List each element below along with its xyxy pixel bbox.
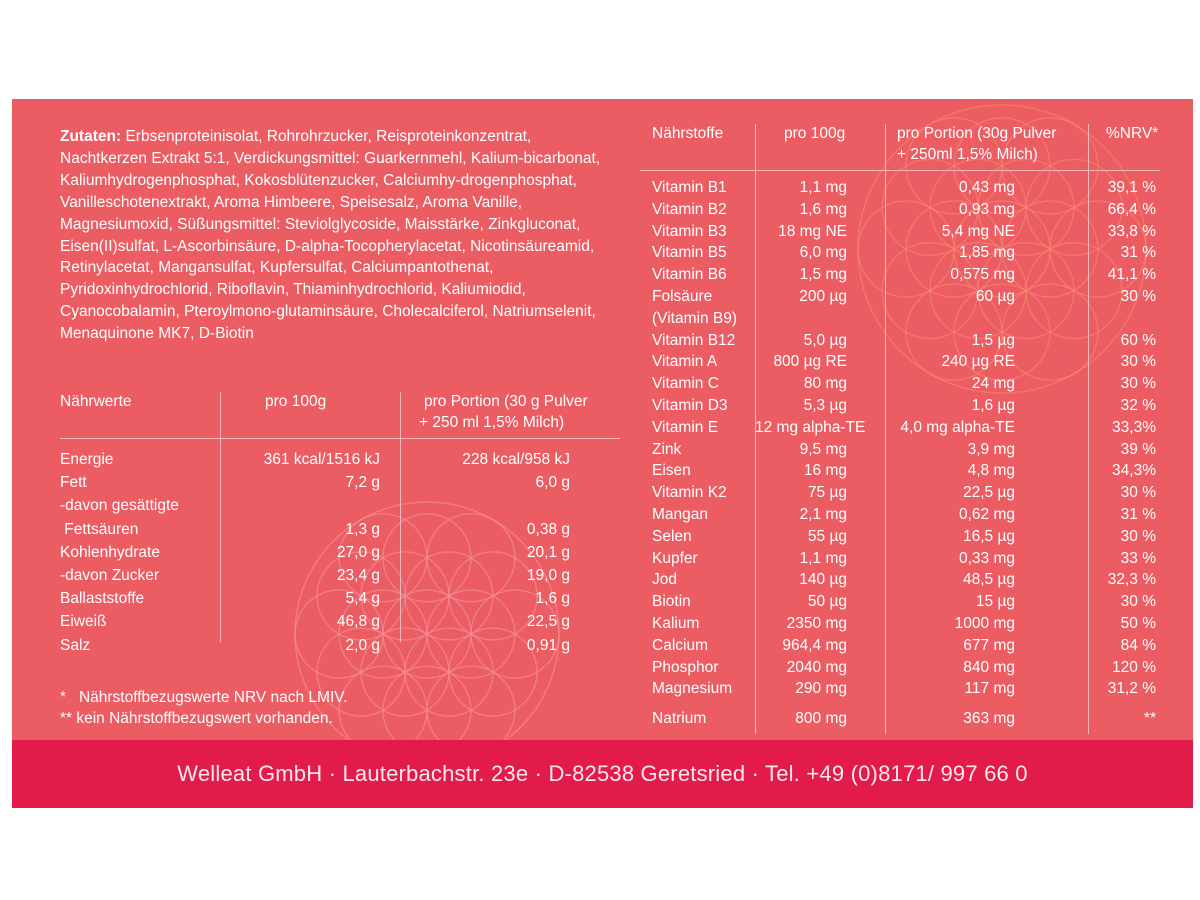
value-per-100g: 16 mg (803, 462, 847, 480)
nutrient-name: Jod (652, 571, 677, 589)
nutrient-name: Energie (60, 451, 114, 468)
value-per-portion: 0,33 mg (958, 549, 1015, 567)
nutrient-name: Vitamin B2 (652, 200, 727, 218)
header-pro-100g: pro 100g (265, 393, 327, 410)
footnote-nrv: * Nährstoffbezugswerte NRV nach LMIV. (60, 689, 348, 706)
value-nrv: 30 % (1120, 484, 1156, 502)
value-per-100g: 23,4 g (336, 567, 380, 584)
nutrient-name: Eisen (652, 462, 691, 480)
header-pro-100g: pro 100g (784, 125, 846, 142)
value-per-100g: 2,1 mg (799, 506, 847, 523)
value-nrv: 30 % (1120, 353, 1156, 371)
header-naehrstoffe: Nährstoffe (652, 125, 724, 142)
value-nrv: 33,8 % (1107, 222, 1156, 240)
value-nrv: 31 % (1120, 244, 1156, 262)
value-per-portion: 677 mg (963, 636, 1015, 654)
nutrient-name: Natrium (652, 710, 707, 728)
label-panel (12, 99, 1193, 740)
value-per-portion: 0,62 mg (958, 506, 1015, 523)
value-nrv: 31,2 % (1107, 680, 1156, 698)
value-per-portion: 48,5 µg (962, 571, 1015, 589)
company-footer (12, 740, 1193, 808)
value-per-portion: 240 µg RE (941, 353, 1015, 371)
value-per-portion: 363 mg (963, 710, 1015, 728)
header-nrv: %NRV* (1106, 125, 1159, 142)
nutrient-name: Fett (60, 474, 87, 492)
nutrient-name: -davon gesättigte (60, 497, 179, 515)
header-pro-portion: pro Portion (30g Pulver (897, 125, 1057, 142)
value-per-portion: 6,0 g (535, 474, 570, 492)
value-per-100g: 2350 mg (786, 615, 847, 632)
value-nrv: 33 % (1120, 549, 1156, 567)
nutrient-name: Kupfer (652, 549, 698, 567)
value-per-100g: 1,1 mg (799, 179, 847, 196)
value-per-portion: 117 mg (964, 680, 1015, 698)
header-pro-portion-line2: + 250 ml 1,5% Milch) (419, 414, 565, 431)
value-per-100g: 200 µg (799, 288, 847, 305)
value-per-100g: 9,5 mg (799, 440, 847, 458)
value-nrv: ** (1143, 710, 1156, 728)
value-per-100g: 5,4 g (345, 590, 380, 608)
value-per-portion: 228 kcal/958 kJ (462, 451, 570, 468)
nutrient-name: Folsäure (652, 288, 713, 305)
value-per-portion: 3,9 mg (967, 440, 1015, 458)
value-per-portion: 22,5 µg (962, 484, 1015, 502)
value-per-100g: 18 mg NE (778, 222, 847, 240)
nutrient-name: Ballaststoffe (60, 590, 145, 608)
value-per-100g: 140 µg (799, 571, 847, 589)
nutrient-name: Kohlenhydrate (60, 543, 160, 561)
value-per-portion: 22,5 g (526, 613, 570, 631)
value-nrv: 66,4 % (1107, 200, 1156, 218)
nutrient-name: Calcium (652, 636, 708, 654)
header-divider (60, 438, 620, 439)
footnote-no-nrv: ** kein Nährstoffbezugswert vorhanden. (60, 710, 333, 727)
value-per-100g: 290 mg (795, 680, 847, 698)
value-nrv: 41,1 % (1107, 266, 1156, 284)
value-per-portion: 0,91 g (526, 636, 570, 654)
value-per-portion: 24 mg (971, 375, 1015, 393)
value-nrv: 50 % (1120, 615, 1156, 632)
value-per-portion: 840 mg (963, 658, 1015, 676)
nutrient-name: Selen (652, 527, 692, 545)
header-pro-portion-line2: + 250ml 1,5% Milch) (897, 146, 1038, 163)
value-nrv: 31 % (1120, 506, 1156, 523)
value-per-portion: 4,0 mg alpha-TE (900, 418, 1015, 436)
value-nrv: 30 % (1120, 593, 1156, 611)
nutrient-name: -davon Zucker (60, 567, 160, 584)
value-per-100g: 1,6 mg (799, 200, 847, 218)
ingredients-text (60, 126, 620, 345)
nutrient-name: Vitamin A (652, 353, 718, 371)
value-per-portion: 1000 mg (954, 615, 1015, 632)
value-nrv: 30 % (1120, 375, 1156, 393)
value-nrv: 32 % (1120, 397, 1156, 414)
value-per-portion: 0,38 g (526, 520, 570, 538)
value-per-portion: 4,8 mg (967, 462, 1015, 480)
value-nrv: 34,3% (1112, 462, 1156, 480)
nutrient-name: Phosphor (652, 658, 719, 676)
company-address: Welleat GmbH · Lauterbachstr. 23e · D-82538 Geretsried · Tel. +49 (0)8171/ 997 66 0 (177, 761, 1028, 786)
value-nrv: 84 % (1120, 636, 1156, 654)
value-nrv: 30 % (1120, 288, 1156, 305)
value-per-portion: 1,6 µg (971, 397, 1015, 414)
nutrient-name: Magnesium (652, 680, 733, 698)
header-divider (640, 170, 1160, 171)
value-per-portion: 1,85 mg (958, 244, 1015, 262)
value-per-portion: 16,5 µg (962, 527, 1015, 545)
value-per-100g: 800 mg (795, 710, 847, 728)
value-nrv: 33,3% (1112, 418, 1156, 436)
nutrient-name: Biotin (652, 593, 691, 611)
value-per-100g: 27,0 g (336, 543, 380, 561)
value-per-100g: 55 µg (807, 527, 847, 545)
value-nrv: 60 % (1120, 331, 1156, 349)
nutrient-name: Vitamin B6 (652, 266, 727, 284)
nutrient-name: Vitamin B3 (652, 222, 727, 240)
value-per-portion: 0,93 mg (958, 200, 1015, 218)
value-per-portion: 20,1 g (526, 543, 570, 561)
value-per-portion: 0,575 mg (950, 266, 1015, 284)
value-per-portion: 19,0 g (526, 567, 570, 584)
value-nrv: 30 % (1120, 527, 1156, 545)
value-per-100g: 1,5 mg (799, 266, 847, 284)
value-per-portion: 60 µg (975, 288, 1015, 305)
footnotes (60, 687, 347, 729)
value-nrv: 39,1 % (1107, 179, 1156, 196)
value-per-100g: 7,2 g (345, 474, 380, 492)
value-per-100g: 46,8 g (336, 613, 380, 631)
ingredients-label: Zutaten: (60, 128, 122, 145)
nutrient-name: (Vitamin B9) (652, 309, 737, 327)
nutrient-name: Eiweiß (60, 613, 107, 631)
value-nrv: 32,3 % (1107, 571, 1156, 589)
nutrient-name: Kalium (652, 615, 700, 632)
header-pro-portion: pro Portion (30 g Pulver (424, 393, 588, 410)
nutrient-name: Fettsäuren (60, 520, 139, 538)
nutrient-name: Vitamin B5 (652, 244, 727, 262)
value-per-100g: 1,1 mg (799, 549, 847, 567)
nutrient-name: Salz (60, 636, 91, 654)
value-per-portion: 5,4 mg NE (941, 222, 1015, 240)
nutrient-name: Mangan (652, 506, 709, 523)
nutrient-name: Vitamin E (652, 418, 719, 436)
nutrient-name: Vitamin B1 (652, 179, 727, 196)
value-per-portion: 0,43 mg (958, 179, 1015, 196)
value-per-portion: 1,5 µg (971, 331, 1015, 349)
value-per-100g: 5,3 µg (803, 397, 847, 414)
value-per-100g: 75 µg (807, 484, 847, 502)
value-per-100g: 2040 mg (786, 658, 847, 676)
value-per-100g: 6,0 mg (799, 244, 847, 262)
value-per-100g: 1,3 g (345, 520, 380, 538)
value-per-100g: 5,0 µg (803, 331, 847, 349)
value-per-portion: 15 µg (975, 593, 1015, 611)
header-naehrwerte: Nährwerte (60, 393, 132, 410)
nutrient-name: Zink (652, 440, 682, 458)
nutrient-name: Vitamin D3 (652, 397, 728, 414)
nutrient-name: Vitamin K2 (652, 484, 727, 502)
value-per-100g: 800 µg RE (773, 353, 847, 371)
nutrient-name: Vitamin B12 (652, 331, 736, 349)
value-nrv: 120 % (1112, 658, 1156, 676)
value-per-portion: 1,6 g (535, 590, 570, 608)
value-nrv: 39 % (1120, 440, 1156, 458)
value-per-100g: 50 µg (807, 593, 847, 611)
value-per-100g: 2,0 g (345, 636, 380, 654)
value-per-100g: 964,4 mg (782, 636, 847, 654)
nutrient-name: Vitamin C (652, 375, 719, 393)
value-per-100g: 361 kcal/1516 kJ (263, 451, 380, 468)
ingredients-list: Erbsenproteinisolat, Rohrohrzucker, Reisproteinkonzentrat, Nachtkerzen Extrakt 5:1, Verdickungsmittel: Guarkernmehl, Kalium-bicarbonat, Kaliumhydrogenphosphat, Kokosblütenzucker, Calciumhy-drogenphosphat, Vanilleschotenextrakt, Aroma Himbeere, Speisesalz, Aroma Vanille, Magnesiumoxid, Süßungsmittel: Steviolglycoside, Maisstärke, Zinkgluconat, Eisen(II)sulfat, L-Ascorbinsäure, D-alpha-Tocopherylacetat, Nicotinsäureamid, Retinylacetat, Mangansulfat, Kupfersulfat, Calciumpantothenat, Pyridoxinhydrochlorid, Riboflavin, Thiaminhydrochlorid, Kaliumiodid, Cyanocobalamin, Pteroylmono-glutaminsäure, Cholecalciferol, Natriumselenit, Menaquinone MK7, D-Biotin (60, 128, 601, 343)
value-per-100g: 12 mg alpha-TE (755, 418, 866, 436)
value-per-100g: 80 mg (803, 375, 847, 393)
